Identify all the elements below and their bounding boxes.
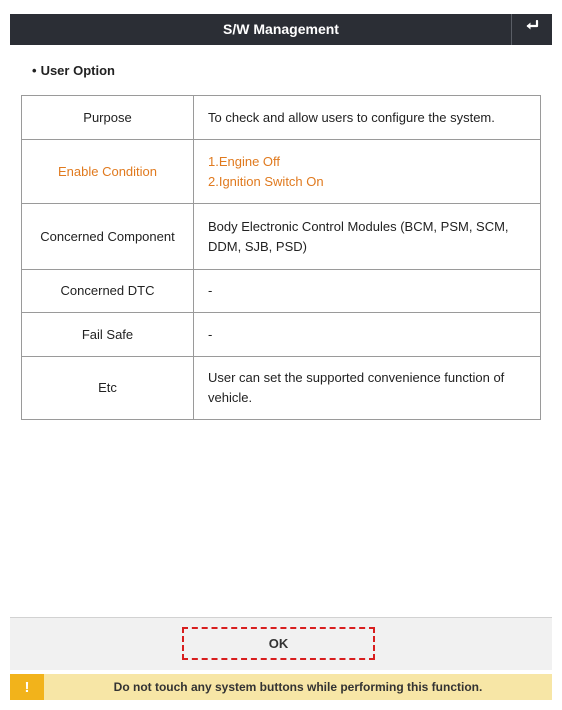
section-label: User Option	[40, 63, 115, 78]
row-label: Concerned Component	[22, 204, 194, 270]
return-arrow-icon	[524, 20, 540, 39]
row-value: 1.Engine Off 2.Ignition Switch On	[194, 140, 541, 204]
ok-button[interactable]: OK	[182, 627, 375, 660]
row-value: -	[194, 313, 541, 357]
row-label: Concerned DTC	[22, 270, 194, 313]
row-value: Body Electronic Control Modules (BCM, PSM, SCM, DDM, SJB, PSD)	[194, 204, 541, 270]
table-row-purpose	[22, 96, 541, 140]
page-title: S/W Management	[223, 21, 339, 37]
warning-text: Do not touch any system buttons while performing this function.	[113, 680, 483, 694]
title-bar	[10, 14, 552, 45]
row-value: To check and allow users to configure the system.	[194, 96, 541, 140]
row-label: Etc	[22, 357, 194, 420]
row-value: User can set the supported convenience function of vehicle.	[194, 357, 541, 420]
table-row-enable-condition	[22, 140, 541, 204]
row-value: -	[194, 270, 541, 313]
section-heading	[32, 63, 115, 78]
table-row-etc	[22, 357, 541, 420]
table-row-concerned-dtc	[22, 270, 541, 313]
table-row-concerned-component	[22, 204, 541, 270]
bullet: •	[32, 63, 37, 78]
back-button[interactable]	[511, 14, 552, 45]
warning-bar	[10, 674, 552, 700]
info-table	[21, 95, 541, 420]
row-label: Purpose	[22, 96, 194, 140]
row-label: Fail Safe	[22, 313, 194, 357]
row-label: Enable Condition	[22, 140, 194, 204]
footer-bar	[10, 617, 552, 670]
warning-icon: !	[10, 674, 44, 700]
table-row-fail-safe	[22, 313, 541, 357]
